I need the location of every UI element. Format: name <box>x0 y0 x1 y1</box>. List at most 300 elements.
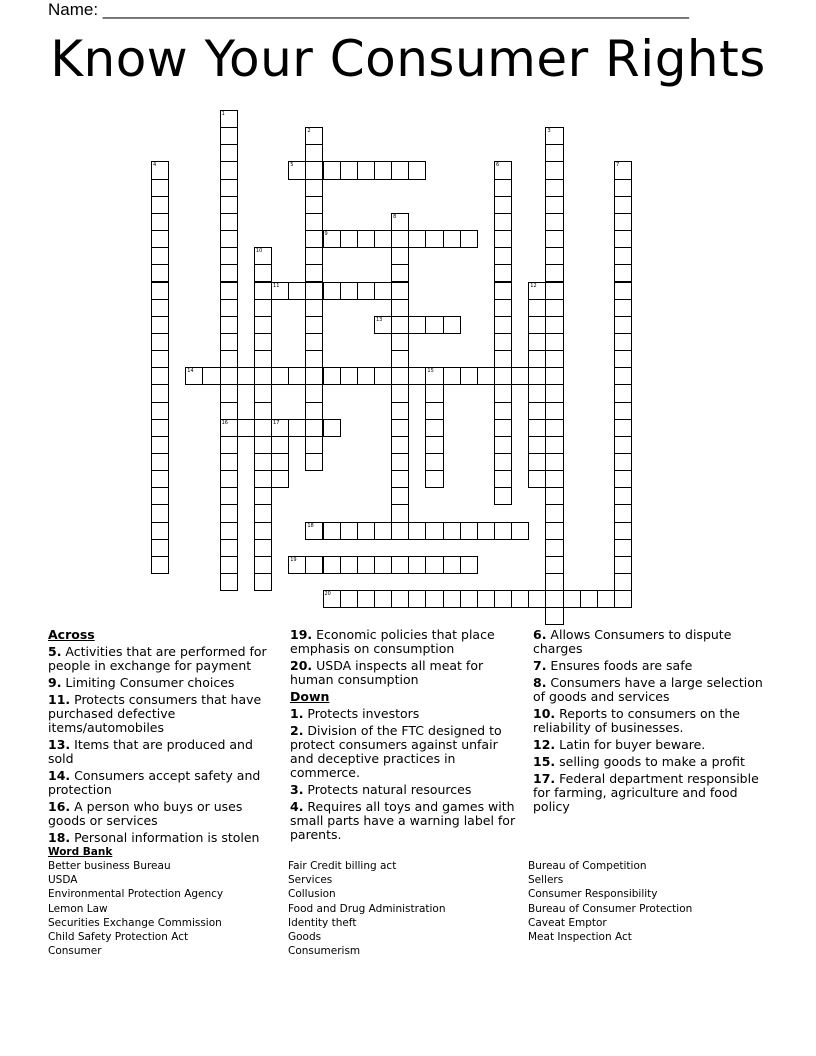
crossword-cell[interactable] <box>545 402 563 420</box>
crossword-cell[interactable] <box>220 247 238 265</box>
crossword-cell[interactable] <box>425 453 443 471</box>
crossword-cell[interactable] <box>545 556 563 574</box>
crossword-cell[interactable] <box>494 522 512 540</box>
crossword-cell[interactable] <box>323 367 341 385</box>
crossword-cell[interactable] <box>254 419 272 437</box>
crossword-cell[interactable] <box>340 522 358 540</box>
crossword-cell[interactable] <box>545 127 563 145</box>
crossword-cell[interactable] <box>151 367 169 385</box>
crossword-cell[interactable] <box>254 470 272 488</box>
crossword-cell[interactable] <box>254 556 272 574</box>
crossword-cell[interactable] <box>460 367 478 385</box>
crossword-cell[interactable] <box>614 522 632 540</box>
clue-text: Items that are produced and sold <box>48 737 253 766</box>
crossword-cell[interactable] <box>545 264 563 282</box>
crossword-cell[interactable] <box>340 367 358 385</box>
crossword-cell[interactable] <box>323 522 341 540</box>
crossword-cell[interactable] <box>220 264 238 282</box>
crossword-cell[interactable] <box>391 316 409 334</box>
crossword-cell[interactable] <box>545 590 563 608</box>
crossword-cell[interactable] <box>425 367 443 385</box>
crossword-cell[interactable] <box>391 282 409 300</box>
crossword-cell[interactable] <box>305 213 323 231</box>
crossword-cell[interactable] <box>220 144 238 162</box>
crossword-cell[interactable] <box>545 196 563 214</box>
crossword-cell[interactable] <box>408 590 426 608</box>
crossword-cell[interactable] <box>254 522 272 540</box>
crossword-cell[interactable] <box>545 179 563 197</box>
crossword-cell[interactable] <box>254 282 272 300</box>
crossword-cell[interactable] <box>220 470 238 488</box>
crossword-cell[interactable] <box>614 316 632 334</box>
crossword-cell[interactable] <box>220 230 238 248</box>
crossword-cell[interactable] <box>151 470 169 488</box>
crossword-cell[interactable] <box>597 590 615 608</box>
crossword-cell[interactable] <box>494 436 512 454</box>
crossword-cell[interactable] <box>614 573 632 591</box>
crossword-cell[interactable] <box>271 453 289 471</box>
crossword-cell[interactable] <box>545 470 563 488</box>
crossword-cell[interactable] <box>494 316 512 334</box>
crossword-cell[interactable] <box>545 230 563 248</box>
crossword-cell[interactable] <box>494 299 512 317</box>
crossword-cell[interactable] <box>305 556 323 574</box>
crossword-cell[interactable] <box>425 316 443 334</box>
crossword-cell[interactable] <box>528 316 546 334</box>
crossword-cell[interactable] <box>151 453 169 471</box>
crossword-cell[interactable] <box>391 522 409 540</box>
crossword-cell[interactable] <box>614 230 632 248</box>
crossword-cell[interactable] <box>151 556 169 574</box>
crossword-cell[interactable] <box>220 573 238 591</box>
crossword-cell[interactable] <box>494 453 512 471</box>
crossword-cell[interactable] <box>614 247 632 265</box>
crossword-cell[interactable] <box>494 282 512 300</box>
crossword-cell[interactable] <box>220 419 238 437</box>
crossword-cell[interactable] <box>254 436 272 454</box>
crossword-cell[interactable] <box>323 282 341 300</box>
crossword-cell[interactable] <box>220 453 238 471</box>
crossword-cell[interactable] <box>254 333 272 351</box>
crossword-cell[interactable] <box>494 333 512 351</box>
crossword-cell[interactable] <box>545 487 563 505</box>
crossword-cell[interactable] <box>151 333 169 351</box>
crossword-cell[interactable] <box>151 522 169 540</box>
crossword-cell[interactable] <box>614 350 632 368</box>
crossword-cell[interactable] <box>151 196 169 214</box>
crossword-cell[interactable] <box>220 367 238 385</box>
crossword-cell[interactable] <box>220 110 238 128</box>
crossword-cell[interactable] <box>151 487 169 505</box>
crossword-cell[interactable] <box>545 316 563 334</box>
crossword-cell[interactable] <box>545 333 563 351</box>
crossword-cell[interactable] <box>580 590 598 608</box>
crossword-cell[interactable] <box>408 556 426 574</box>
crossword-cell[interactable] <box>220 522 238 540</box>
crossword-cell[interactable] <box>151 419 169 437</box>
crossword-cell[interactable] <box>614 590 632 608</box>
crossword-cell[interactable] <box>391 470 409 488</box>
crossword-cell[interactable] <box>614 436 632 454</box>
crossword-cell[interactable] <box>340 230 358 248</box>
crossword-cell[interactable] <box>151 436 169 454</box>
crossword-cell[interactable] <box>545 213 563 231</box>
crossword-cell[interactable] <box>494 487 512 505</box>
crossword-cell[interactable] <box>151 282 169 300</box>
crossword-cell[interactable] <box>151 504 169 522</box>
crossword-cell[interactable] <box>460 230 478 248</box>
crossword-cell[interactable] <box>460 556 478 574</box>
crossword-cell[interactable] <box>494 264 512 282</box>
crossword-cell[interactable] <box>357 590 375 608</box>
crossword-cell[interactable] <box>340 161 358 179</box>
crossword-cell[interactable] <box>391 487 409 505</box>
crossword-cell[interactable] <box>374 161 392 179</box>
crossword-cell[interactable] <box>374 316 392 334</box>
crossword-cell[interactable] <box>305 264 323 282</box>
crossword-cell[interactable] <box>545 419 563 437</box>
crossword-cell[interactable] <box>220 299 238 317</box>
crossword-cell[interactable] <box>443 556 461 574</box>
crossword-cell[interactable] <box>271 419 289 437</box>
crossword-cell[interactable] <box>614 453 632 471</box>
crossword-cell[interactable] <box>545 299 563 317</box>
crossword-cell[interactable] <box>528 590 546 608</box>
crossword-cell[interactable] <box>563 590 581 608</box>
crossword-cell[interactable] <box>220 436 238 454</box>
crossword-cell[interactable] <box>391 213 409 231</box>
crossword-cell[interactable] <box>408 367 426 385</box>
crossword-cell[interactable] <box>202 367 220 385</box>
crossword-cell[interactable] <box>391 230 409 248</box>
crossword-cell[interactable] <box>323 419 341 437</box>
clue-item <box>290 659 520 687</box>
crossword-cell[interactable] <box>151 316 169 334</box>
crossword-cell[interactable] <box>528 333 546 351</box>
crossword-cell[interactable] <box>305 161 323 179</box>
crossword-cell[interactable] <box>305 127 323 145</box>
crossword-cell[interactable] <box>494 161 512 179</box>
crossword-cell[interactable] <box>528 436 546 454</box>
crossword-cell[interactable] <box>528 384 546 402</box>
crossword-cell[interactable] <box>494 350 512 368</box>
crossword-cell[interactable] <box>357 367 375 385</box>
crossword-cell[interactable] <box>477 367 495 385</box>
crossword-cell[interactable] <box>425 470 443 488</box>
crossword-cell[interactable] <box>614 539 632 557</box>
crossword-cell[interactable] <box>545 436 563 454</box>
crossword-cell[interactable] <box>254 573 272 591</box>
crossword-cell[interactable] <box>391 333 409 351</box>
crossword-cell[interactable] <box>374 556 392 574</box>
crossword-cell[interactable] <box>494 590 512 608</box>
crossword-cell[interactable] <box>614 282 632 300</box>
crossword-cell[interactable] <box>305 230 323 248</box>
crossword-cell[interactable] <box>545 384 563 402</box>
crossword-cell[interactable] <box>305 144 323 162</box>
crossword-cell[interactable] <box>271 470 289 488</box>
crossword-cell[interactable] <box>443 522 461 540</box>
crossword-cell[interactable] <box>528 367 546 385</box>
crossword-cell[interactable] <box>545 504 563 522</box>
crossword-cell[interactable] <box>254 504 272 522</box>
crossword-cell[interactable] <box>614 161 632 179</box>
crossword-cell[interactable] <box>357 522 375 540</box>
crossword-cell[interactable] <box>391 402 409 420</box>
word-bank-item: Services <box>288 874 333 887</box>
crossword-cell[interactable] <box>494 367 512 385</box>
crossword-cell[interactable] <box>288 419 306 437</box>
crossword-cell[interactable] <box>614 384 632 402</box>
crossword-cell[interactable] <box>220 384 238 402</box>
crossword-cell[interactable] <box>494 230 512 248</box>
crossword-cell[interactable] <box>220 487 238 505</box>
crossword-cell[interactable] <box>477 522 495 540</box>
crossword-cell[interactable] <box>425 436 443 454</box>
crossword-cell[interactable] <box>494 247 512 265</box>
crossword-cell[interactable] <box>254 264 272 282</box>
crossword-cell[interactable] <box>323 590 341 608</box>
crossword-cell[interactable] <box>357 161 375 179</box>
crossword-cell[interactable] <box>408 161 426 179</box>
crossword-cell[interactable] <box>374 282 392 300</box>
crossword-cell[interactable] <box>340 556 358 574</box>
crossword-cell[interactable] <box>391 367 409 385</box>
crossword-cell[interactable] <box>357 556 375 574</box>
crossword-cell[interactable] <box>305 419 323 437</box>
crossword-cell[interactable] <box>305 282 323 300</box>
crossword-cell[interactable] <box>614 299 632 317</box>
crossword-cell[interactable] <box>494 213 512 231</box>
crossword-cell[interactable] <box>151 402 169 420</box>
crossword-cell[interactable] <box>305 179 323 197</box>
crossword-cell[interactable] <box>614 419 632 437</box>
crossword-cell[interactable] <box>254 350 272 368</box>
crossword-cell[interactable] <box>254 247 272 265</box>
crossword-cell[interactable] <box>254 539 272 557</box>
crossword-cell[interactable] <box>220 161 238 179</box>
crossword-cell[interactable] <box>545 350 563 368</box>
crossword-cell[interactable] <box>305 196 323 214</box>
crossword-cell[interactable] <box>545 367 563 385</box>
crossword-cell[interactable] <box>391 436 409 454</box>
crossword-cell[interactable] <box>220 556 238 574</box>
crossword-cell[interactable] <box>271 436 289 454</box>
crossword-cell[interactable] <box>151 539 169 557</box>
crossword-cell[interactable] <box>545 144 563 162</box>
clue-number: 18. <box>48 830 71 845</box>
crossword-cell[interactable] <box>614 504 632 522</box>
crossword-cell[interactable] <box>545 539 563 557</box>
crossword-cell[interactable] <box>391 299 409 317</box>
crossword-cell[interactable] <box>254 367 272 385</box>
crossword-cell[interactable] <box>443 316 461 334</box>
crossword-cell[interactable] <box>305 333 323 351</box>
crossword-cell[interactable] <box>614 213 632 231</box>
crossword-cell[interactable] <box>528 419 546 437</box>
clue-item <box>290 800 520 842</box>
crossword-cell[interactable] <box>614 367 632 385</box>
crossword-cell[interactable] <box>391 453 409 471</box>
crossword-cell[interactable] <box>288 282 306 300</box>
crossword-cell[interactable] <box>494 384 512 402</box>
crossword-cell[interactable] <box>494 179 512 197</box>
crossword-cell[interactable] <box>614 470 632 488</box>
crossword-cell[interactable] <box>323 230 341 248</box>
crossword-cell[interactable] <box>545 522 563 540</box>
crossword-cell[interactable] <box>391 419 409 437</box>
crossword-cell[interactable] <box>425 384 443 402</box>
crossword-cell[interactable] <box>288 161 306 179</box>
crossword-cell[interactable] <box>425 402 443 420</box>
crossword-cell[interactable] <box>528 453 546 471</box>
crossword-cell[interactable] <box>443 367 461 385</box>
crossword-cell[interactable] <box>374 367 392 385</box>
crossword-cell[interactable] <box>391 504 409 522</box>
crossword-cell[interactable] <box>237 419 255 437</box>
crossword-cell[interactable] <box>151 161 169 179</box>
crossword-cell[interactable] <box>494 470 512 488</box>
crossword-cell[interactable] <box>545 247 563 265</box>
crossword-cell[interactable] <box>374 522 392 540</box>
crossword-cell[interactable] <box>254 299 272 317</box>
crossword-cell[interactable] <box>425 556 443 574</box>
crossword-cell[interactable] <box>220 539 238 557</box>
crossword-cell[interactable] <box>271 282 289 300</box>
crossword-cell[interactable] <box>151 213 169 231</box>
crossword-cell[interactable] <box>305 316 323 334</box>
crossword-cell[interactable] <box>305 367 323 385</box>
crossword-cell[interactable] <box>614 487 632 505</box>
crossword-cell[interactable] <box>614 333 632 351</box>
crossword-cell[interactable] <box>443 590 461 608</box>
crossword-cell[interactable] <box>185 367 203 385</box>
crossword-cell[interactable] <box>323 161 341 179</box>
crossword-cell[interactable] <box>151 299 169 317</box>
crossword-cell[interactable] <box>460 590 478 608</box>
crossword-cell[interactable] <box>408 522 426 540</box>
crossword-cell[interactable] <box>511 522 529 540</box>
crossword-cell[interactable] <box>305 299 323 317</box>
crossword-cell[interactable] <box>220 316 238 334</box>
crossword-cell[interactable] <box>254 453 272 471</box>
crossword-cell[interactable] <box>391 556 409 574</box>
crossword-cell[interactable] <box>391 590 409 608</box>
crossword-cell[interactable] <box>220 213 238 231</box>
crossword-cell[interactable] <box>288 556 306 574</box>
crossword-cell[interactable] <box>528 299 546 317</box>
crossword-cell[interactable] <box>254 316 272 334</box>
crossword-cell[interactable] <box>220 196 238 214</box>
crossword-cell[interactable] <box>237 367 255 385</box>
word-bank-column-2 <box>288 859 446 958</box>
crossword-cell[interactable] <box>545 453 563 471</box>
crossword-cell[interactable] <box>494 196 512 214</box>
crossword-cell[interactable] <box>151 230 169 248</box>
crossword-cell[interactable] <box>220 127 238 145</box>
crossword-cell[interactable] <box>545 282 563 300</box>
crossword-cell[interactable] <box>220 402 238 420</box>
crossword-cell[interactable] <box>391 384 409 402</box>
crossword-cell[interactable] <box>357 282 375 300</box>
crossword-cell[interactable] <box>374 590 392 608</box>
crossword-cell[interactable] <box>220 350 238 368</box>
crossword-cell[interactable] <box>494 402 512 420</box>
clue-text: Protects consumers that have purchased defective items/automobiles <box>48 692 262 735</box>
crossword-cell[interactable] <box>254 487 272 505</box>
crossword-cell[interactable] <box>425 230 443 248</box>
crossword-cell[interactable] <box>425 590 443 608</box>
crossword-cell[interactable] <box>545 607 563 625</box>
crossword-cell[interactable] <box>151 264 169 282</box>
crossword-cell[interactable] <box>614 196 632 214</box>
crossword-cell[interactable] <box>151 247 169 265</box>
crossword-cell[interactable] <box>614 264 632 282</box>
crossword-cell[interactable] <box>391 264 409 282</box>
crossword-cell[interactable] <box>323 556 341 574</box>
crossword-cell[interactable] <box>151 350 169 368</box>
crossword-cell[interactable] <box>340 282 358 300</box>
crossword-cell[interactable] <box>425 522 443 540</box>
crossword-cell[interactable] <box>340 590 358 608</box>
crossword-cell[interactable] <box>151 384 169 402</box>
clue-number-label: 18 <box>307 522 314 529</box>
crossword-cell[interactable] <box>254 402 272 420</box>
crossword-cell[interactable] <box>391 350 409 368</box>
crossword-cell[interactable] <box>305 350 323 368</box>
crossword-cell[interactable] <box>545 161 563 179</box>
crossword-cell[interactable] <box>220 504 238 522</box>
crossword-cell[interactable] <box>305 247 323 265</box>
crossword-cell[interactable] <box>151 179 169 197</box>
crossword-cell[interactable] <box>614 556 632 574</box>
crossword-cell[interactable] <box>305 522 323 540</box>
crossword-cell[interactable] <box>443 230 461 248</box>
crossword-cell[interactable] <box>254 384 272 402</box>
clue-number: 13. <box>48 737 71 752</box>
crossword-cell[interactable] <box>408 230 426 248</box>
crossword-cell[interactable] <box>528 350 546 368</box>
crossword-cell[interactable] <box>528 402 546 420</box>
crossword-cell[interactable] <box>494 419 512 437</box>
crossword-cell[interactable] <box>614 402 632 420</box>
crossword-cell[interactable] <box>528 470 546 488</box>
crossword-cell[interactable] <box>511 367 529 385</box>
crossword-cell[interactable] <box>460 522 478 540</box>
clue-text: Allows Consumers to dispute charges <box>533 627 732 656</box>
crossword-cell[interactable] <box>220 179 238 197</box>
crossword-cell[interactable] <box>391 161 409 179</box>
crossword-cell[interactable] <box>357 230 375 248</box>
crossword-cell[interactable] <box>271 367 289 385</box>
crossword-cell[interactable] <box>477 590 495 608</box>
crossword-cell[interactable] <box>528 282 546 300</box>
crossword-cell[interactable] <box>305 402 323 420</box>
crossword-cell[interactable] <box>288 367 306 385</box>
crossword-cell[interactable] <box>374 230 392 248</box>
crossword-cell[interactable] <box>305 453 323 471</box>
crossword-cell[interactable] <box>220 282 238 300</box>
crossword-cell[interactable] <box>408 316 426 334</box>
crossword-cell[interactable] <box>305 384 323 402</box>
crossword-cell[interactable] <box>545 573 563 591</box>
crossword-cell[interactable] <box>220 333 238 351</box>
crossword-cell[interactable] <box>614 179 632 197</box>
crossword-cell[interactable] <box>511 590 529 608</box>
crossword-cell[interactable] <box>305 436 323 454</box>
crossword-cell[interactable] <box>391 247 409 265</box>
crossword-cell[interactable] <box>425 419 443 437</box>
